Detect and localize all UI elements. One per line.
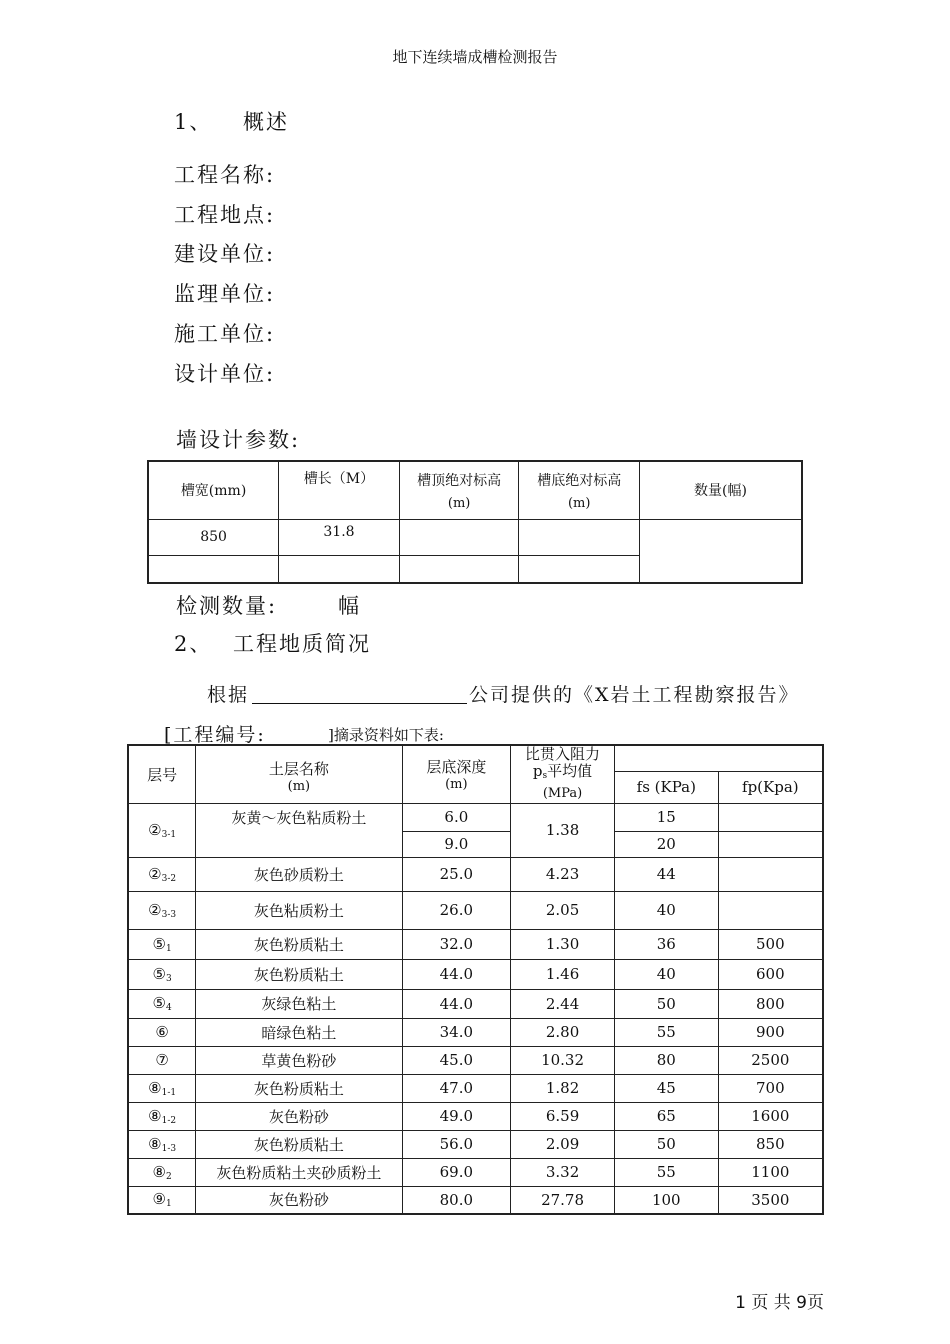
cell-quantity xyxy=(640,519,802,583)
soil-name: 灰色粉质粘土 xyxy=(196,1074,402,1102)
soil-name: 草黄色粉砂 xyxy=(196,1046,402,1074)
wall-params-table xyxy=(147,460,803,584)
fs-value: 15 xyxy=(614,803,718,831)
depth: 45.0 xyxy=(402,1046,511,1074)
header-trench-length: 槽长（M） xyxy=(279,461,400,519)
ps-value: 10.32 xyxy=(511,1046,615,1074)
soil-name: 灰绿色粘土 xyxy=(196,989,402,1018)
ps-value: 1.46 xyxy=(511,959,615,989)
depth: 47.0 xyxy=(402,1074,511,1102)
soil-name: 灰色砂质粉土 xyxy=(196,857,402,891)
fs-value: 20 xyxy=(614,831,718,857)
layer-no: $⑧_2$ xyxy=(128,1158,196,1186)
fs-value: 45 xyxy=(614,1074,718,1102)
ps-value: 2.44 xyxy=(511,989,615,1018)
fp-value xyxy=(718,857,823,891)
field-supervisor: 监理单位: xyxy=(174,282,276,306)
depth: 69.0 xyxy=(402,1158,511,1186)
ps-value: 1.38 xyxy=(511,803,615,857)
header-bottom-elevation: 槽底绝对标高 (m) xyxy=(519,461,640,519)
inspect-count-unit: 幅 xyxy=(338,594,361,618)
fp-value: 850 xyxy=(718,1130,823,1158)
soil-layer-table xyxy=(127,744,824,1215)
layer-no: $②_{3-3}$ xyxy=(128,891,196,929)
depth: 6.0 xyxy=(402,803,511,831)
layer-no: $⑤_3$ xyxy=(128,959,196,989)
ps-value: 4.23 xyxy=(511,857,615,891)
project-no-label: [工程编号: xyxy=(164,724,266,746)
header-soil-name: 土层名称 (m) xyxy=(196,745,402,803)
fs-value: 44 xyxy=(614,857,718,891)
layer-no: ⑦ xyxy=(128,1046,196,1074)
fp-value: 600 xyxy=(718,959,823,989)
ps-value: 1.82 xyxy=(511,1074,615,1102)
header-fs: fs (KPa) xyxy=(614,771,718,803)
soil-name: 灰色粉质粘土 xyxy=(196,1130,402,1158)
layer-no: $⑧_{1-3}$ xyxy=(128,1130,196,1158)
depth: 80.0 xyxy=(402,1186,511,1214)
layer-no: $⑤_1$ xyxy=(128,929,196,959)
fs-value: 55 xyxy=(614,1158,718,1186)
fs-value: 100 xyxy=(614,1186,718,1214)
fp-value: 800 xyxy=(718,989,823,1018)
field-project-name: 工程名称: xyxy=(174,163,276,187)
page-footer: 1 页 共 9页 xyxy=(735,1293,824,1313)
fs-value: 50 xyxy=(614,1130,718,1158)
section-2-title: 工程地质简况 xyxy=(233,632,371,656)
depth: 34.0 xyxy=(402,1018,511,1046)
section-2-number: 2、 xyxy=(174,632,213,656)
fs-value: 36 xyxy=(614,929,718,959)
ps-value: 6.59 xyxy=(511,1102,615,1130)
depth: 32.0 xyxy=(402,929,511,959)
header-top-elevation: 槽顶绝对标高 (m) xyxy=(399,461,519,519)
cell-length: 31.8 xyxy=(279,519,400,555)
basis-blank-line xyxy=(252,703,467,704)
depth: 49.0 xyxy=(402,1102,511,1130)
cell-width: 850 xyxy=(148,519,279,555)
layer-no: $⑤_4$ xyxy=(128,989,196,1018)
layer-no: $⑧_{1-2}$ xyxy=(128,1102,196,1130)
depth: 9.0 xyxy=(402,831,511,857)
fp-value xyxy=(718,891,823,929)
header-trench-width: 槽宽(mm) xyxy=(148,461,279,519)
fp-value: 2500 xyxy=(718,1046,823,1074)
fs-value: 80 xyxy=(614,1046,718,1074)
cell-empty xyxy=(519,519,640,555)
ps-value: 3.32 xyxy=(511,1158,615,1186)
depth: 25.0 xyxy=(402,857,511,891)
field-project-location: 工程地点: xyxy=(174,203,276,227)
header-depth: 层底深度 (m) xyxy=(402,745,511,803)
layer-no: ⑥ xyxy=(128,1018,196,1046)
layer-no: $②_{3-2}$ xyxy=(128,857,196,891)
fp-value: 500 xyxy=(718,929,823,959)
field-contractor: 施工单位: xyxy=(174,322,276,346)
soil-name: 灰色粉砂 xyxy=(196,1102,402,1130)
soil-name: 灰色粉质粘土 xyxy=(196,959,402,989)
fp-value: 1100 xyxy=(718,1158,823,1186)
soil-name: 灰色粉砂 xyxy=(196,1186,402,1214)
soil-name: 灰色粘质粉土 xyxy=(196,891,402,929)
ps-value: 2.80 xyxy=(511,1018,615,1046)
layer-no: $⑨_1$ xyxy=(128,1186,196,1214)
wall-params-title: 墙设计参数: xyxy=(176,428,301,452)
fp-value xyxy=(718,831,823,857)
fs-value: 40 xyxy=(614,959,718,989)
layer-no: $②_{3-1}$ xyxy=(128,803,196,857)
ps-value: 2.09 xyxy=(511,1130,615,1158)
layer-no: $⑧_{1-1}$ xyxy=(128,1074,196,1102)
section-1-title: 概述 xyxy=(243,110,289,134)
fp-value: 700 xyxy=(718,1074,823,1102)
cell-empty xyxy=(279,555,400,583)
ps-value: 1.30 xyxy=(511,929,615,959)
basis-prefix: 根据 xyxy=(207,684,250,706)
ps-value: 2.05 xyxy=(511,891,615,929)
soil-name: 灰色粉质粘土夹砂质粉土 xyxy=(196,1158,402,1186)
depth: 56.0 xyxy=(402,1130,511,1158)
fs-value: 50 xyxy=(614,989,718,1018)
header-quantity: 数量(幅) xyxy=(640,461,802,519)
fs-value: 65 xyxy=(614,1102,718,1130)
header-cone-resistance: 比贯入阻力 $p_s$平均值 (MPa) xyxy=(511,745,615,803)
cell-empty xyxy=(399,555,519,583)
header-blank xyxy=(614,745,823,771)
soil-name: 灰黄～灰色粘质粉土 xyxy=(196,803,402,857)
basis-suffix: 公司提供的《X岩土工程勘察报告》 xyxy=(469,684,800,706)
page-header: 地下连续墙成槽检测报告 xyxy=(392,48,558,66)
cell-empty xyxy=(399,519,519,555)
depth: 44.0 xyxy=(402,989,511,1018)
inspect-count-label: 检测数量: xyxy=(176,594,278,618)
field-designer: 设计单位: xyxy=(174,362,276,386)
fp-value xyxy=(718,803,823,831)
fs-value: 55 xyxy=(614,1018,718,1046)
field-client: 建设单位: xyxy=(174,242,276,266)
fs-value: 40 xyxy=(614,891,718,929)
ps-value: 27.78 xyxy=(511,1186,615,1214)
soil-name: 灰色粉质粘土 xyxy=(196,929,402,959)
section-1-number: 1、 xyxy=(174,110,213,134)
soil-name: 暗绿色粘土 xyxy=(196,1018,402,1046)
header-fp: fp(Kpa) xyxy=(718,771,823,803)
fp-value: 1600 xyxy=(718,1102,823,1130)
header-layer-no: 层号 xyxy=(128,745,196,803)
depth: 26.0 xyxy=(402,891,511,929)
fp-value: 3500 xyxy=(718,1186,823,1214)
cell-empty xyxy=(519,555,640,583)
depth: 44.0 xyxy=(402,959,511,989)
cell-empty xyxy=(148,555,279,583)
fp-value: 900 xyxy=(718,1018,823,1046)
project-no-suffix: ]摘录资料如下表: xyxy=(328,726,444,744)
